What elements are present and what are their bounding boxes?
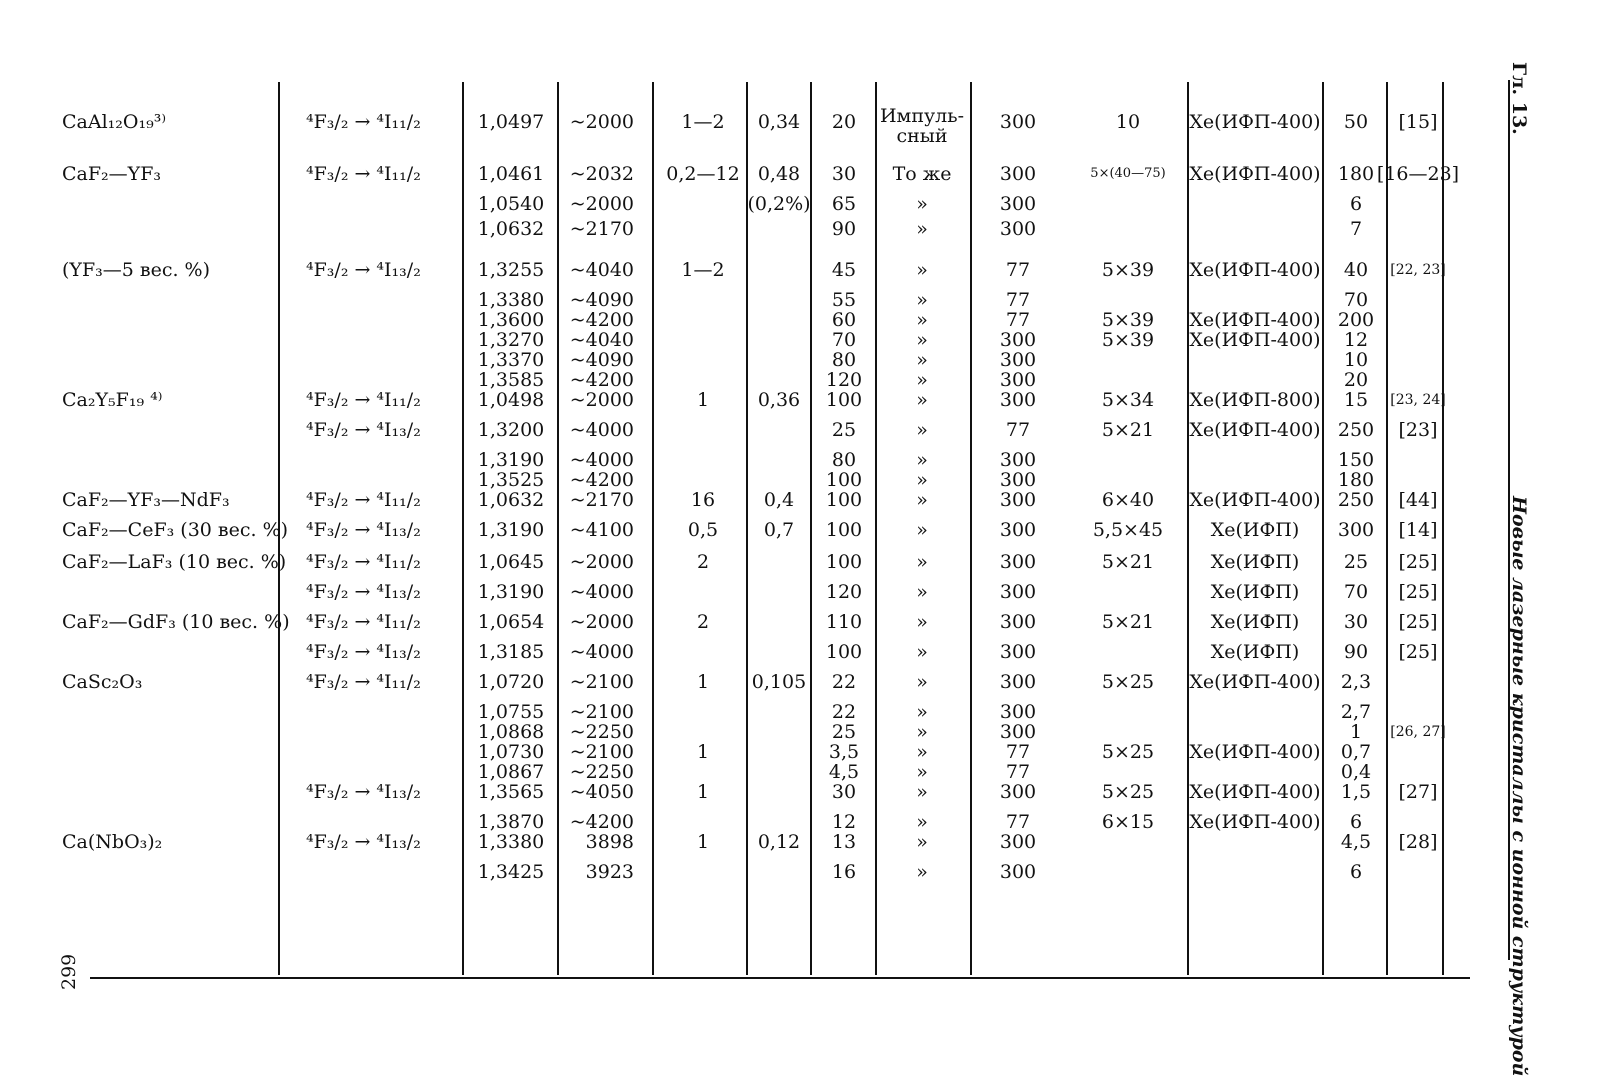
cell-freq: ~2170 (569, 489, 634, 511)
cell-c6: 0,105 (751, 671, 807, 693)
cell-freq: ~4100 (569, 519, 634, 541)
cell-freq: ~4000 (569, 641, 634, 663)
cell-wl: 1,3565 (477, 781, 545, 803)
cell-thr: 2,7 (1340, 701, 1372, 723)
cell-thr: 25 (1343, 551, 1369, 573)
cell-freq: ~4090 (569, 289, 634, 311)
cell-wl: 1,0654 (477, 611, 545, 633)
cell-mode: » (916, 259, 928, 281)
cell-dim: 5×21 (1101, 551, 1155, 573)
cell-freq: ~4200 (569, 811, 634, 833)
cell-transition: ⁴F₃/₂ → ⁴I₁₃/₂ (306, 781, 421, 803)
cell-freq: 3923 (585, 861, 634, 883)
cell-transition: ⁴F₃/₂ → ⁴I₁₁/₂ (306, 163, 421, 185)
cell-conc: 2 (696, 551, 710, 573)
cell-pump: Xe(ИФП-800) (1189, 389, 1321, 411)
cell-c7: 65 (831, 193, 857, 215)
cell-c6: (0,2%) (747, 193, 811, 215)
cell-freq: ~4000 (569, 581, 634, 603)
cell-temp: 300 (999, 831, 1037, 853)
cell-temp: 300 (999, 721, 1037, 743)
cell-freq: ~2000 (569, 389, 634, 411)
cell-crystal: CaF₂—YF₃—NdF₃ (62, 489, 230, 511)
cell-c7: 100 (825, 641, 863, 663)
cell-temp: 300 (999, 193, 1037, 215)
running-head-title: Новые лазерные кристаллы с ионной структурой (1508, 496, 1530, 1076)
cell-c7: 4,5 (828, 761, 860, 783)
cell-conc: 1 (696, 741, 710, 763)
cell-temp: 300 (999, 369, 1037, 391)
cell-conc: 1 (696, 831, 710, 853)
cell-c7: 3,5 (828, 741, 860, 763)
column-rule (970, 82, 972, 975)
cell-temp: 300 (999, 671, 1037, 693)
cell-c7: 100 (825, 489, 863, 511)
cell-wl: 1,3380 (477, 289, 545, 311)
cell-c7: 70 (831, 329, 857, 351)
cell-wl: 1,3870 (477, 811, 545, 833)
cell-mode: » (916, 309, 928, 331)
cell-pump: Xe(ИФП-400) (1189, 259, 1321, 281)
cell-freq: ~2000 (569, 551, 634, 573)
cell-thr: 0,4 (1340, 761, 1372, 783)
cell-c7: 120 (825, 581, 863, 603)
cell-temp: 300 (999, 469, 1037, 491)
column-rule (875, 82, 877, 975)
cell-pump: Xe(ИФП-400) (1189, 111, 1321, 133)
cell-thr: 40 (1343, 259, 1369, 281)
cell-c7: 12 (831, 811, 857, 833)
cell-crystal: CaF₂—GdF₃ (10 вес. %) (62, 611, 290, 633)
cell-mode: » (916, 349, 928, 371)
cell-freq: ~4000 (569, 449, 634, 471)
cell-conc: 1 (696, 389, 710, 411)
cell-freq: ~4050 (569, 781, 634, 803)
cell-c7: 55 (831, 289, 857, 311)
cell-freq: ~4200 (569, 309, 634, 331)
cell-temp: 300 (999, 611, 1037, 633)
cell-thr: 0,7 (1340, 741, 1372, 763)
cell-dim: 5×25 (1101, 671, 1155, 693)
cell-pump: Xe(ИФП) (1210, 641, 1300, 663)
cell-pump: Xe(ИФП-400) (1189, 329, 1321, 351)
cell-thr: 6 (1349, 861, 1363, 883)
cell-c7: 90 (831, 218, 857, 240)
cell-freq: ~2000 (569, 611, 634, 633)
cell-c7: 30 (831, 781, 857, 803)
cell-mode: » (916, 218, 928, 240)
cell-thr: 50 (1343, 111, 1369, 133)
cell-temp: 300 (999, 489, 1037, 511)
cell-temp: 77 (1005, 811, 1031, 833)
cell-thr: 2,3 (1340, 671, 1372, 693)
cell-temp: 300 (999, 163, 1037, 185)
cell-transition: ⁴F₃/₂ → ⁴I₁₃/₂ (306, 519, 421, 541)
cell-conc: 2 (696, 611, 710, 633)
cell-c6: 0,7 (763, 519, 795, 541)
cell-ref: [26, 27] (1390, 724, 1446, 740)
cell-thr: 90 (1343, 641, 1369, 663)
cell-crystal: Ca₂Y₅F₁₉ ⁴⁾ (62, 389, 163, 411)
cell-wl: 1,3270 (477, 329, 545, 351)
cell-transition: ⁴F₃/₂ → ⁴I₁₁/₂ (306, 551, 421, 573)
cell-c7: 25 (831, 721, 857, 743)
cell-mode: » (916, 861, 928, 883)
column-rule (810, 82, 812, 975)
cell-c7: 120 (825, 369, 863, 391)
cell-freq: ~2250 (569, 721, 634, 743)
cell-thr: 10 (1343, 349, 1369, 371)
cell-dim: 5×21 (1101, 419, 1155, 441)
cell-thr: 180 (1337, 163, 1375, 185)
cell-crystal: (YF₃—5 вес. %) (62, 259, 211, 281)
cell-dim: 5×25 (1101, 741, 1155, 763)
cell-temp: 300 (999, 641, 1037, 663)
cell-temp: 300 (999, 861, 1037, 883)
cell-thr: 15 (1343, 389, 1369, 411)
cell-mode-continued: сный (896, 125, 948, 147)
cell-wl: 1,3380 (477, 831, 545, 853)
cell-freq: ~4090 (569, 349, 634, 371)
chapter-label: Гл. 13. (1508, 62, 1530, 135)
cell-thr: 1,5 (1340, 781, 1372, 803)
cell-pump: Xe(ИФП) (1210, 519, 1300, 541)
cell-mode: » (916, 611, 928, 633)
cell-thr: 300 (1337, 519, 1375, 541)
cell-c7: 100 (825, 519, 863, 541)
cell-c7: 100 (825, 469, 863, 491)
page-number: 299 (58, 953, 80, 990)
cell-transition: ⁴F₃/₂ → ⁴I₁₁/₂ (306, 489, 421, 511)
cell-mode: » (916, 741, 928, 763)
table-bottom-rule (90, 977, 1470, 979)
cell-ref: [44] (1398, 489, 1438, 511)
cell-thr: 200 (1337, 309, 1375, 331)
column-rule (746, 82, 748, 975)
cell-thr: 70 (1343, 289, 1369, 311)
cell-temp: 300 (999, 519, 1037, 541)
cell-wl: 1,3525 (477, 469, 545, 491)
cell-thr: 180 (1337, 469, 1375, 491)
cell-wl: 1,0461 (477, 163, 545, 185)
cell-freq: ~2000 (569, 193, 634, 215)
cell-freq: ~2100 (569, 701, 634, 723)
cell-temp: 300 (999, 449, 1037, 471)
cell-mode: » (916, 489, 928, 511)
cell-ref: [27] (1398, 781, 1438, 803)
cell-conc: 16 (690, 489, 716, 511)
cell-c6: 0,48 (757, 163, 801, 185)
cell-wl: 1,0730 (477, 741, 545, 763)
cell-temp: 77 (1005, 289, 1031, 311)
column-rule (462, 82, 464, 975)
cell-mode: » (916, 289, 928, 311)
cell-c7: 110 (825, 611, 863, 633)
cell-mode: » (916, 831, 928, 853)
column-rule (1442, 82, 1444, 975)
cell-temp: 300 (999, 389, 1037, 411)
cell-wl: 1,0867 (477, 761, 545, 783)
cell-pump: Xe(ИФП) (1210, 611, 1300, 633)
cell-freq: ~4040 (569, 259, 634, 281)
cell-wl: 1,3370 (477, 349, 545, 371)
cell-c7: 25 (831, 419, 857, 441)
cell-temp: 300 (999, 781, 1037, 803)
cell-thr: 1 (1349, 721, 1363, 743)
cell-freq: ~2170 (569, 218, 634, 240)
cell-dim: 5×(40—75) (1090, 166, 1166, 181)
cell-wl: 1,0497 (477, 111, 545, 133)
cell-wl: 1,3185 (477, 641, 545, 663)
cell-conc: 1—2 (681, 111, 725, 133)
cell-freq: ~2100 (569, 671, 634, 693)
cell-freq: ~4000 (569, 419, 634, 441)
cell-transition: ⁴F₃/₂ → ⁴I₁₃/₂ (306, 581, 421, 603)
cell-temp: 300 (999, 111, 1037, 133)
cell-dim: 5×39 (1101, 309, 1155, 331)
cell-ref: [23] (1398, 419, 1438, 441)
cell-pump: Xe(ИФП) (1210, 581, 1300, 603)
cell-mode: То же (892, 163, 952, 185)
cell-thr: 7 (1349, 218, 1363, 240)
cell-crystal: CaAl₁₂O₁₉³⁾ (62, 111, 166, 133)
cell-pump: Xe(ИФП-400) (1189, 781, 1321, 803)
cell-wl: 1,3600 (477, 309, 545, 331)
cell-temp: 77 (1005, 761, 1031, 783)
cell-mode: » (916, 781, 928, 803)
cell-thr: 150 (1337, 449, 1375, 471)
cell-mode: » (916, 369, 928, 391)
cell-temp: 77 (1005, 419, 1031, 441)
cell-ref: [22, 23] (1390, 262, 1446, 278)
cell-transition: ⁴F₃/₂ → ⁴I₁₃/₂ (306, 641, 421, 663)
cell-freq: ~4200 (569, 369, 634, 391)
cell-dim: 5×39 (1101, 329, 1155, 351)
cell-temp: 77 (1005, 259, 1031, 281)
cell-wl: 1,0540 (477, 193, 545, 215)
cell-conc: 0,2—12 (666, 163, 740, 185)
cell-c7: 60 (831, 309, 857, 331)
cell-temp: 300 (999, 551, 1037, 573)
cell-dim: 5×39 (1101, 259, 1155, 281)
cell-mode: » (916, 671, 928, 693)
cell-crystal: CaF₂—LaF₃ (10 вес. %) (62, 551, 287, 573)
cell-mode: » (916, 641, 928, 663)
cell-wl: 1,0645 (477, 551, 545, 573)
cell-c7: 45 (831, 259, 857, 281)
column-rule (1187, 82, 1189, 975)
column-rule (1322, 82, 1324, 975)
column-rule (1386, 82, 1388, 975)
cell-temp: 77 (1005, 741, 1031, 763)
cell-dim: 10 (1115, 111, 1141, 133)
cell-c7: 22 (831, 701, 857, 723)
cell-freq: ~2100 (569, 741, 634, 763)
cell-c6: 0,12 (757, 831, 801, 853)
cell-ref: [25] (1398, 611, 1438, 633)
cell-c7: 22 (831, 671, 857, 693)
cell-mode: » (916, 811, 928, 833)
cell-dim: 5×21 (1101, 611, 1155, 633)
cell-dim: 5×25 (1101, 781, 1155, 803)
cell-mode: » (916, 761, 928, 783)
cell-wl: 1,3190 (477, 449, 545, 471)
cell-mode: » (916, 701, 928, 723)
cell-wl: 1,0720 (477, 671, 545, 693)
cell-c6: 0,4 (763, 489, 795, 511)
cell-pump: Xe(ИФП-400) (1189, 741, 1321, 763)
cell-transition: ⁴F₃/₂ → ⁴I₁₃/₂ (306, 831, 421, 853)
cell-transition: ⁴F₃/₂ → ⁴I₁₃/₂ (306, 419, 421, 441)
cell-transition: ⁴F₃/₂ → ⁴I₁₁/₂ (306, 389, 421, 411)
cell-c7: 30 (831, 163, 857, 185)
cell-mode: » (916, 329, 928, 351)
cell-ref: [16—23] (1376, 163, 1460, 185)
cell-freq: 3898 (585, 831, 634, 853)
cell-dim: 5×34 (1101, 389, 1155, 411)
cell-pump: Xe(ИФП-400) (1189, 671, 1321, 693)
cell-mode: » (916, 449, 928, 471)
cell-ref: [25] (1398, 641, 1438, 663)
column-rule (557, 82, 559, 975)
cell-c7: 20 (831, 111, 857, 133)
cell-wl: 1,0632 (477, 489, 545, 511)
cell-mode: Импуль- (879, 105, 965, 127)
cell-dim: 5,5×45 (1092, 519, 1164, 541)
cell-thr: 12 (1343, 329, 1369, 351)
cell-dim: 6×40 (1101, 489, 1155, 511)
cell-transition: ⁴F₃/₂ → ⁴I₁₁/₂ (306, 611, 421, 633)
cell-thr: 6 (1349, 193, 1363, 215)
cell-pump: Xe(ИФП-400) (1189, 163, 1321, 185)
cell-wl: 1,0868 (477, 721, 545, 743)
cell-pump: Xe(ИФП-400) (1189, 419, 1321, 441)
cell-freq: ~4200 (569, 469, 634, 491)
cell-temp: 300 (999, 349, 1037, 371)
cell-c7: 100 (825, 551, 863, 573)
cell-ref: [23, 24] (1390, 392, 1446, 408)
cell-c7: 100 (825, 389, 863, 411)
cell-thr: 250 (1337, 419, 1375, 441)
cell-freq: ~2000 (569, 111, 634, 133)
cell-ref: [14] (1398, 519, 1438, 541)
cell-temp: 300 (999, 329, 1037, 351)
cell-ref: [15] (1398, 111, 1438, 133)
cell-crystal: CaF₂—YF₃ (62, 163, 162, 185)
cell-mode: » (916, 389, 928, 411)
cell-ref: [25] (1398, 581, 1438, 603)
cell-temp: 300 (999, 701, 1037, 723)
cell-mode: » (916, 419, 928, 441)
cell-thr: 30 (1343, 611, 1369, 633)
cell-dim: 6×15 (1101, 811, 1155, 833)
cell-wl: 1,0498 (477, 389, 545, 411)
cell-c7: 80 (831, 449, 857, 471)
cell-wl: 1,0632 (477, 218, 545, 240)
cell-c6: 0,36 (757, 389, 801, 411)
cell-pump: Xe(ИФП-400) (1189, 811, 1321, 833)
cell-conc: 0,5 (687, 519, 719, 541)
cell-thr: 250 (1337, 489, 1375, 511)
cell-thr: 20 (1343, 369, 1369, 391)
cell-thr: 4,5 (1340, 831, 1372, 853)
cell-freq: ~2250 (569, 761, 634, 783)
cell-mode: » (916, 469, 928, 491)
cell-crystal: Ca(NbO₃)₂ (62, 831, 163, 853)
column-rule (652, 82, 654, 975)
cell-pump: Xe(ИФП-400) (1189, 489, 1321, 511)
cell-ref: [28] (1398, 831, 1438, 853)
cell-mode: » (916, 721, 928, 743)
cell-conc: 1—2 (681, 259, 725, 281)
cell-mode: » (916, 519, 928, 541)
cell-conc: 1 (696, 781, 710, 803)
cell-mode: » (916, 551, 928, 573)
cell-crystal: CaF₂—CeF₃ (30 вес. %) (62, 519, 289, 541)
cell-thr: 6 (1349, 811, 1363, 833)
cell-temp: 300 (999, 581, 1037, 603)
cell-wl: 1,3200 (477, 419, 545, 441)
cell-temp: 300 (999, 218, 1037, 240)
cell-temp: 77 (1005, 309, 1031, 331)
cell-mode: » (916, 581, 928, 603)
cell-c7: 80 (831, 349, 857, 371)
cell-pump: Xe(ИФП-400) (1189, 309, 1321, 331)
cell-ref: [25] (1398, 551, 1438, 573)
cell-freq: ~2032 (569, 163, 634, 185)
cell-transition: ⁴F₃/₂ → ⁴I₁₁/₂ (306, 671, 421, 693)
cell-pump: Xe(ИФП) (1210, 551, 1300, 573)
cell-wl: 1,3255 (477, 259, 545, 281)
cell-transition: ⁴F₃/₂ → ⁴I₁₁/₂ (306, 111, 421, 133)
cell-c7: 16 (831, 861, 857, 883)
cell-c7: 13 (831, 831, 857, 853)
cell-wl: 1,3425 (477, 861, 545, 883)
cell-wl: 1,3190 (477, 581, 545, 603)
cell-transition: ⁴F₃/₂ → ⁴I₁₃/₂ (306, 259, 421, 281)
cell-thr: 70 (1343, 581, 1369, 603)
cell-wl: 1,3585 (477, 369, 545, 391)
cell-mode: » (916, 193, 928, 215)
cell-wl: 1,0755 (477, 701, 545, 723)
cell-conc: 1 (696, 671, 710, 693)
cell-c6: 0,34 (757, 111, 801, 133)
cell-crystal: CaSc₂O₃ (62, 671, 143, 693)
cell-freq: ~4040 (569, 329, 634, 351)
cell-wl: 1,3190 (477, 519, 545, 541)
